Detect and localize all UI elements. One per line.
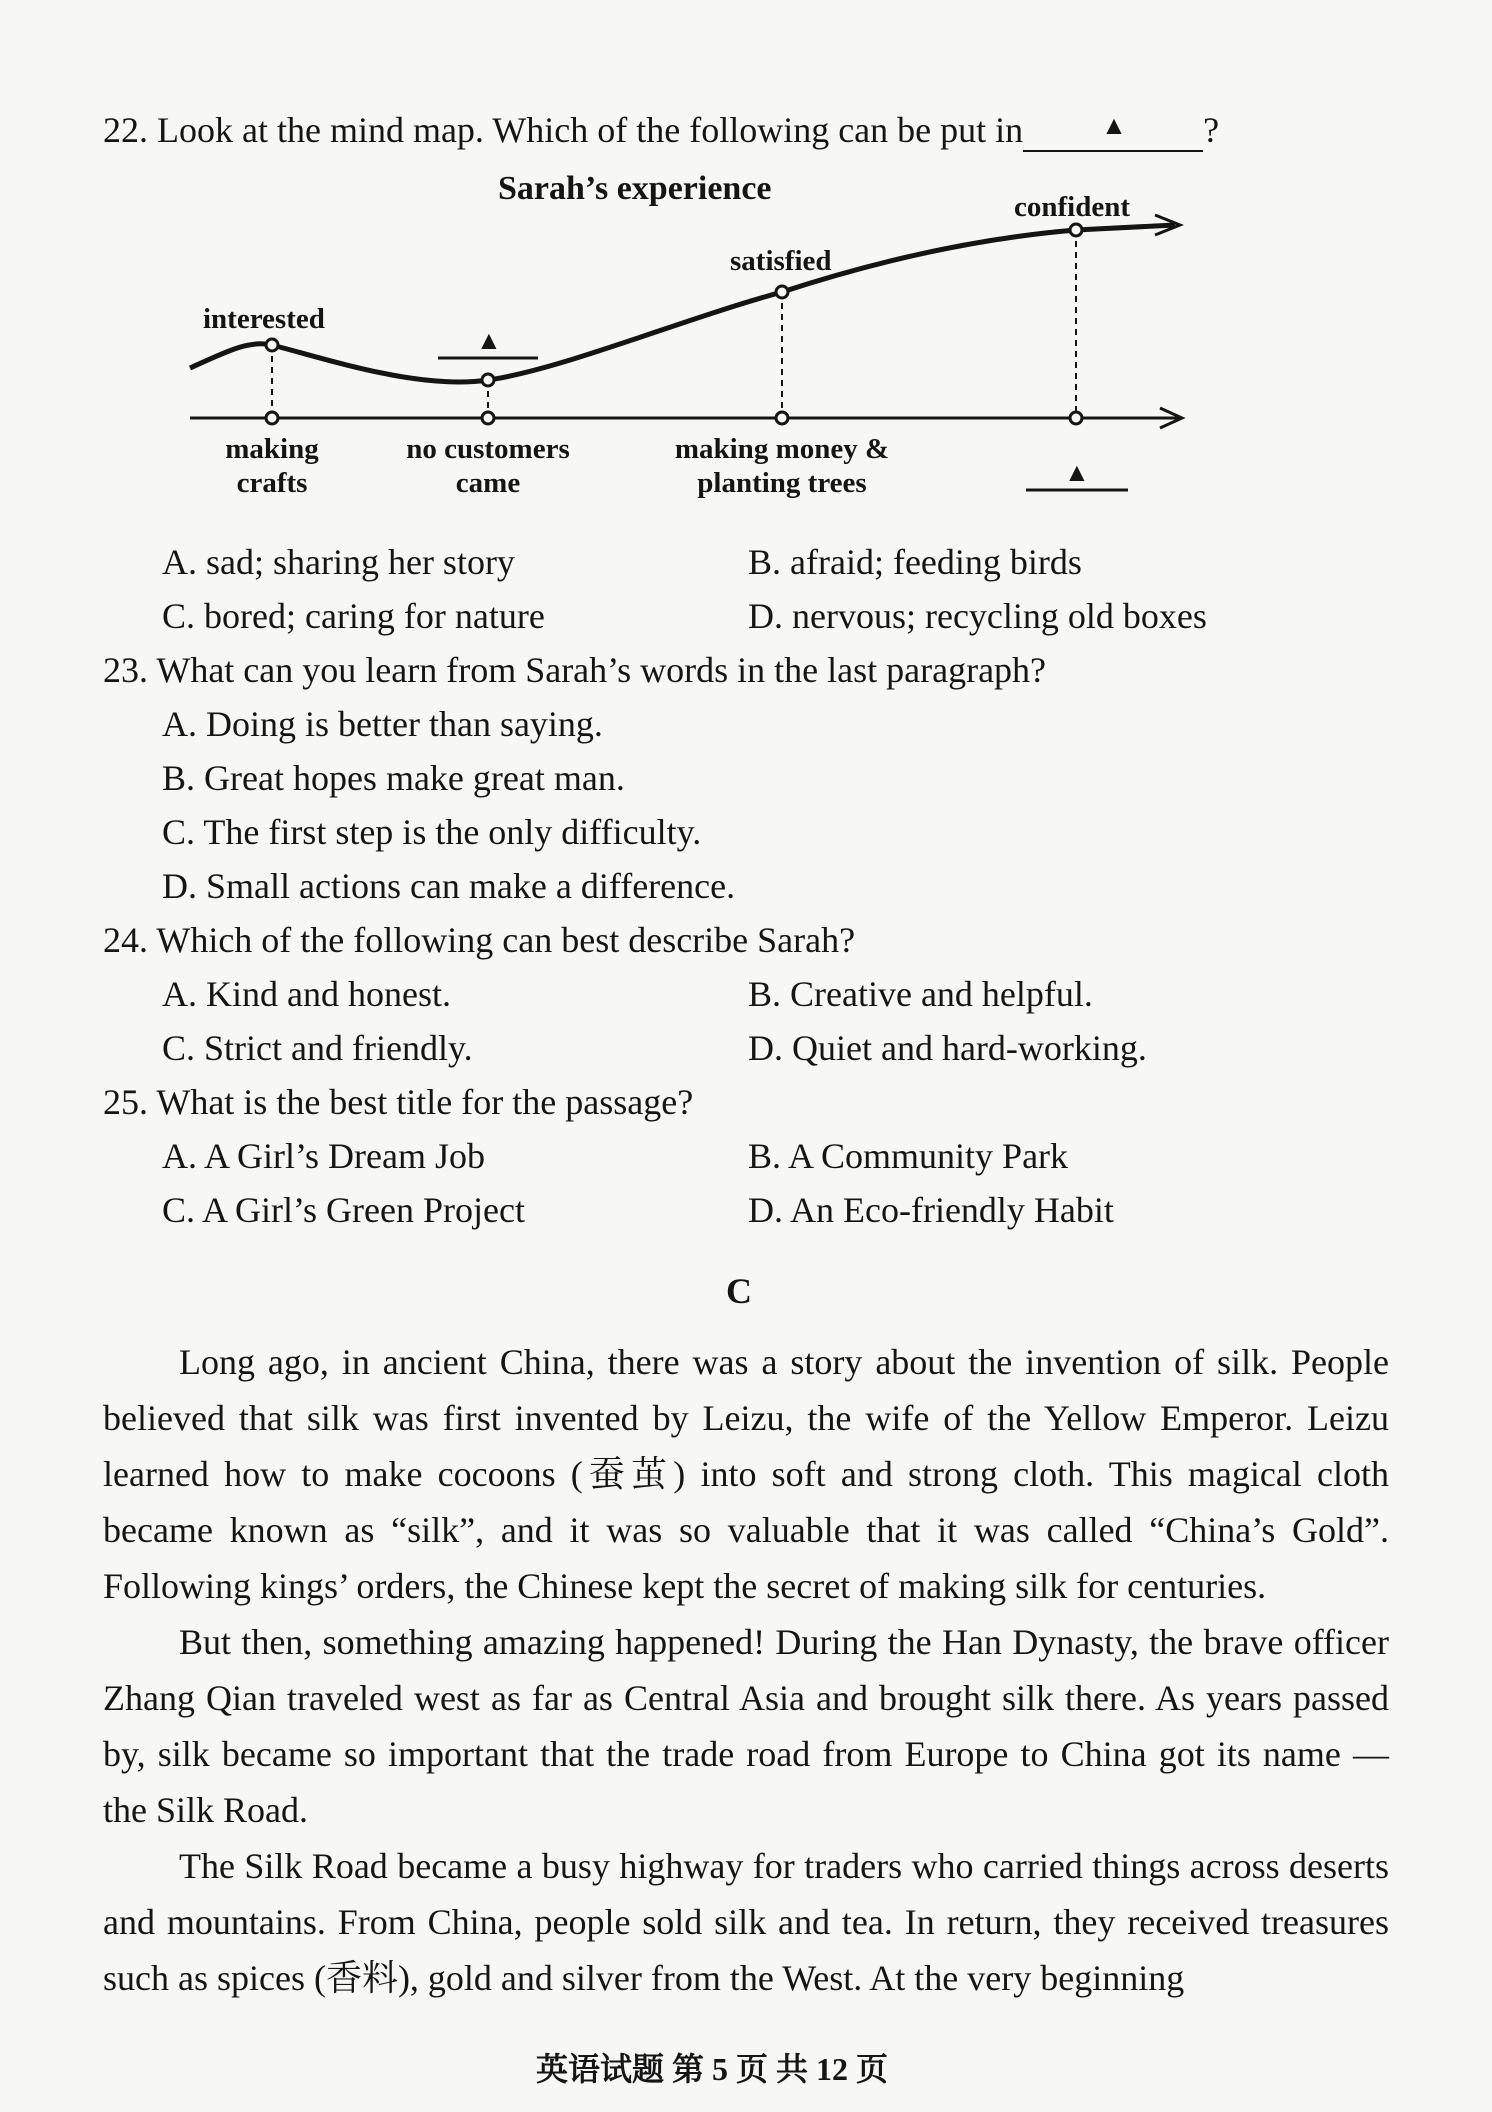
q24-option-d[interactable]: D. Quiet and hard-working. [748, 1028, 1147, 1068]
q23-option-d[interactable]: D. Small actions can make a difference. [162, 866, 736, 906]
q25-option-b[interactable]: B. A Community Park [748, 1136, 1069, 1176]
passage-paragraph: Long ago, in ancient China, there was a story about the invention of silk. People believed that silk was first invented by Leizu, the wife of the Yellow Emperor. Leizu learned how to make cocoons (蚕茧) into soft and strong cloth. This magical cloth became known as “silk”, and it was so valuable that it was called “China’s Gold”. Following kings’ orders, the Chinese kept the secret of making silk for centuries. [103, 1342, 1389, 1606]
label-planting-trees: planting trees [697, 467, 867, 499]
label-came: came [455, 467, 521, 499]
label-no-customers-came [388, 432, 588, 500]
question-23-text: 23. What can you learn from Sarah’s words in the last paragraph? [103, 650, 1047, 690]
question-25-text: 25. What is the best title for the passage? [103, 1082, 694, 1122]
passage-paragraph: But then, something amazing happened! During the Han Dynasty, the brave officer Zhang Qian traveled west as far as Central Asia and brought silk there. As years passed by, silk became so important that the trade road from Europe to China got its name — the Silk Road. [103, 1622, 1389, 1830]
q22-option-d[interactable]: D. nervous; recycling old boxes [748, 596, 1207, 636]
q22-option-a[interactable]: A. sad; sharing her story [162, 542, 515, 582]
node-top-1 [266, 339, 278, 351]
mind-map-title: Sarah’s experience [498, 170, 772, 207]
page-footer: 英语试题 第 5 页 共 12 页 [536, 2051, 889, 2087]
q24-option-b[interactable]: B. Creative and helpful. [748, 974, 1093, 1014]
q23-option-a[interactable]: A. Doing is better than saying. [162, 704, 603, 744]
section-c-heading: C [726, 1271, 752, 1311]
question-22-text: 22. Look at the mind map. Which of the following can be put in [103, 110, 1024, 150]
question-24-text: 24. Which of the following can best describe Sarah? [103, 920, 856, 960]
q25-option-a[interactable]: A. A Girl’s Dream Job [162, 1136, 485, 1176]
node-axis-2 [482, 412, 494, 424]
section-c-passage [103, 1334, 1389, 2006]
q24-option-a[interactable]: A. Kind and honest. [162, 974, 451, 1014]
label-crafts: crafts [236, 467, 308, 499]
q23-option-c[interactable]: C. The first step is the only difficulty. [162, 812, 702, 852]
label-making: making [225, 433, 319, 465]
node-axis-1 [266, 412, 278, 424]
passage-paragraph: The Silk Road became a busy highway for traders who carried things across deserts and mountains. From China, people sold silk and tea. In return, they received treasures such as spices (香料), gold and silver from the West. At the very beginning [103, 1846, 1389, 1998]
node-axis-3 [776, 412, 788, 424]
label-satisfied: satisfied [730, 245, 832, 277]
q25-option-d[interactable]: D. An Eco-friendly Habit [748, 1190, 1114, 1230]
node-top-3 [776, 286, 788, 298]
label-confident: confident [1014, 191, 1130, 223]
label-making-money-planting-trees [652, 432, 912, 500]
q23-option-b[interactable]: B. Great hopes make great man. [162, 758, 625, 798]
q25-option-c[interactable]: C. A Girl’s Green Project [162, 1190, 525, 1230]
node-axis-4 [1070, 412, 1082, 424]
feeling-blank-triangle-icon: ▲ [476, 326, 502, 355]
feeling-curve [190, 225, 1175, 382]
label-making-crafts [212, 432, 332, 500]
label-making-money: making money & [674, 433, 890, 465]
label-interested: interested [203, 303, 325, 335]
blank-triangle-icon: ▲ [1101, 111, 1127, 140]
action-blank-triangle-icon: ▲ [1064, 458, 1090, 487]
q22-option-b[interactable]: B. afraid; feeding birds [748, 542, 1082, 582]
node-top-4 [1070, 224, 1082, 236]
q22-option-c[interactable]: C. bored; caring for nature [162, 596, 545, 636]
node-top-2 [482, 374, 494, 386]
q24-option-c[interactable]: C. Strict and friendly. [162, 1028, 473, 1068]
question-22-end: ? [1203, 110, 1220, 150]
label-no-customers: no customers [406, 433, 570, 465]
